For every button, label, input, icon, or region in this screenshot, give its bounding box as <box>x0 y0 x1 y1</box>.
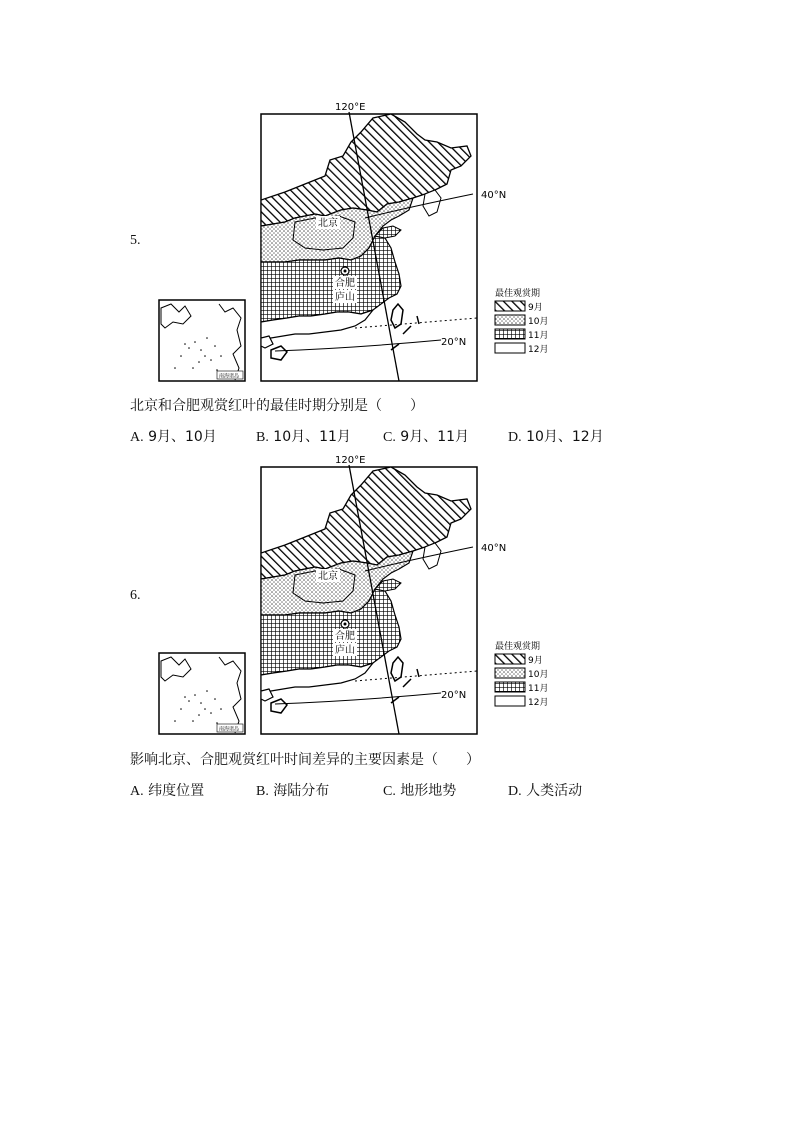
option-text: 10月、11月 <box>273 429 351 445</box>
inset-island-dot <box>204 355 206 357</box>
option-letter: A. <box>130 430 144 445</box>
inset-island-dot <box>216 369 218 371</box>
inset-island-dot <box>200 702 202 704</box>
inset-island-dot <box>194 341 196 343</box>
inset-island-dot <box>214 698 216 700</box>
legend-label: 12月 <box>528 698 549 708</box>
inset-island-dot <box>180 355 182 357</box>
legend-title: 最佳观赏期 <box>495 642 541 652</box>
lushan-label: 庐山 <box>335 292 355 303</box>
legend-swatch <box>495 343 525 353</box>
inset-island-dot <box>180 708 182 710</box>
question-5-option-d[interactable] <box>508 426 604 446</box>
option-text: 人类活动 <box>526 783 583 799</box>
inset-island-dot <box>192 367 194 369</box>
legend-swatch <box>495 696 525 706</box>
legend-label: 10月 <box>528 670 549 680</box>
legend-label: 11月 <box>528 331 549 341</box>
option-letter: C. <box>383 430 396 445</box>
inset-caption: 南海诸岛 <box>219 726 240 733</box>
question-5-number: 5. <box>130 233 141 248</box>
inset-island-dot <box>204 708 206 710</box>
option-text: 10月、12月 <box>526 429 604 445</box>
legend-label: 12月 <box>528 345 549 355</box>
city-hefei-label: 合肥 <box>335 278 355 289</box>
city-beijing-label: 北京 <box>318 218 338 229</box>
inset-island-dot <box>220 708 222 710</box>
question-6-number: 6. <box>130 588 141 603</box>
question-5-option-a[interactable] <box>130 426 217 446</box>
city-hefei-label: 合肥 <box>335 631 355 642</box>
inset-island-dot <box>216 722 218 724</box>
legend-label: 9月 <box>528 303 543 313</box>
inset-island-dot <box>198 714 200 716</box>
lushan-label: 庐山 <box>335 645 355 656</box>
option-letter: A. <box>130 784 144 799</box>
hefei-marker-dot <box>344 623 347 626</box>
inset-island-dot <box>206 690 208 692</box>
inset-caption: 南海诸岛 <box>219 373 240 380</box>
inset-island-dot <box>174 367 176 369</box>
option-text: 9月、10月 <box>148 429 217 445</box>
question-6-map <box>155 451 549 741</box>
meridian-label: 120°E <box>335 102 366 113</box>
option-letter: D. <box>508 430 522 445</box>
question-5-stem: 北京和合肥观赏红叶的最佳时期分别是（ ） <box>130 398 424 414</box>
meridian-label: 120°E <box>335 455 366 466</box>
inset-island-dot <box>210 359 212 361</box>
legend-swatch <box>495 654 525 664</box>
question-6-option-c[interactable] <box>383 780 456 800</box>
inset-island-dot <box>220 355 222 357</box>
question-6-option-d[interactable] <box>508 780 582 800</box>
latitude-40-label: 40°N <box>481 543 507 554</box>
inset-island-dot <box>184 343 186 345</box>
option-letter: C. <box>383 784 396 799</box>
question-6-stem: 影响北京、合肥观赏红叶时间差异的主要因素是（ ） <box>130 752 480 768</box>
latitude-20-label: 20°N <box>441 690 467 701</box>
legend-label: 10月 <box>528 317 549 327</box>
option-letter: B. <box>256 430 269 445</box>
inset-island-dot <box>206 337 208 339</box>
city-beijing-label: 北京 <box>318 571 338 582</box>
inset-frame <box>159 300 245 381</box>
legend-title: 最佳观赏期 <box>495 289 541 299</box>
inset-island-dot <box>192 720 194 722</box>
legend-swatch <box>495 315 525 325</box>
question-5-map <box>155 98 549 388</box>
inset-island-dot <box>184 696 186 698</box>
inset-island-dot <box>198 361 200 363</box>
inset-island-dot <box>188 347 190 349</box>
inset-island-dot <box>210 712 212 714</box>
inset-frame <box>159 653 245 734</box>
inset-island-dot <box>214 345 216 347</box>
legend-label: 11月 <box>528 684 549 694</box>
hefei-marker-dot <box>344 270 347 273</box>
question-6-option-a[interactable] <box>130 780 204 800</box>
legend-swatch <box>495 329 525 339</box>
option-text: 海陆分布 <box>273 783 330 799</box>
latitude-20-label: 20°N <box>441 337 467 348</box>
legend-swatch <box>495 301 525 311</box>
latitude-40-label: 40°N <box>481 190 507 201</box>
inset-island-dot <box>194 694 196 696</box>
inset-island-dot <box>188 700 190 702</box>
option-text: 地形地势 <box>400 783 457 799</box>
legend-swatch <box>495 668 525 678</box>
legend-swatch <box>495 682 525 692</box>
question-5-option-c[interactable] <box>383 426 469 446</box>
question-6-option-b[interactable] <box>256 780 329 800</box>
inset-island-dot <box>200 349 202 351</box>
legend-label: 9月 <box>528 656 543 666</box>
option-text: 纬度位置 <box>148 783 205 799</box>
inset-island-dot <box>174 720 176 722</box>
option-letter: D. <box>508 784 522 799</box>
option-text: 9月、11月 <box>400 429 470 445</box>
option-letter: B. <box>256 784 269 799</box>
question-5-option-b[interactable] <box>256 426 351 446</box>
